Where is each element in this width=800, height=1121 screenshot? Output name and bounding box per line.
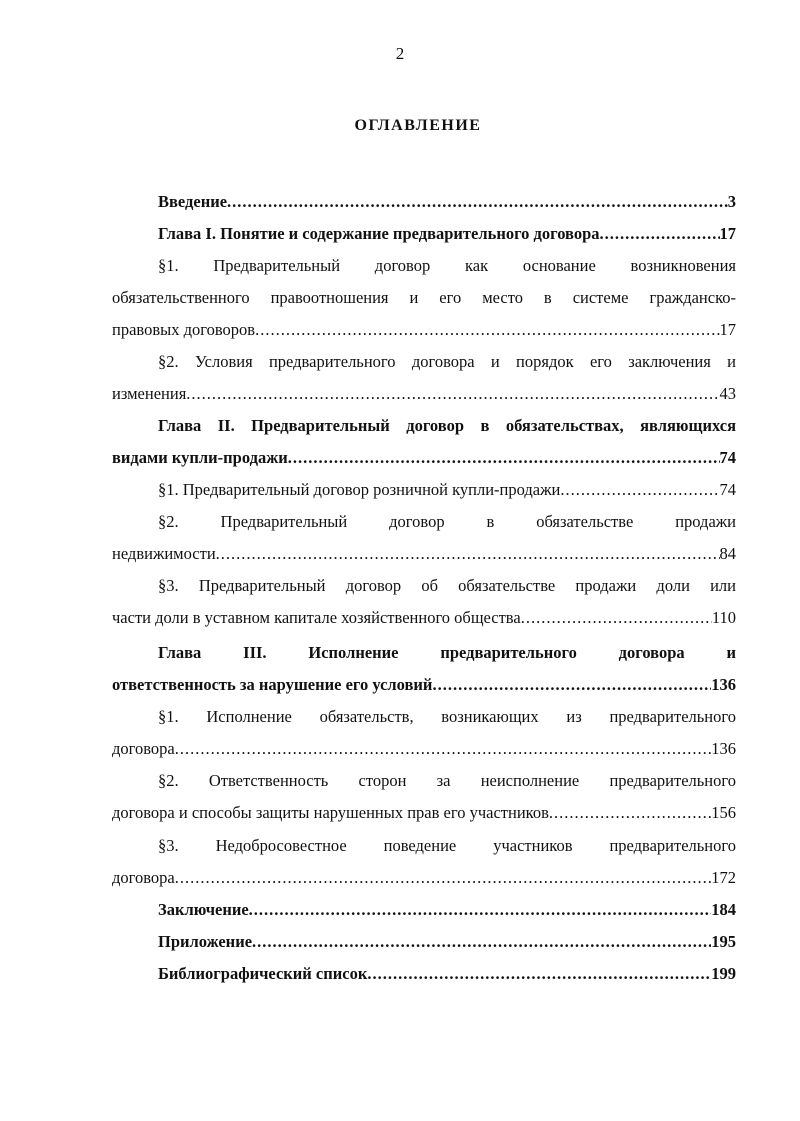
toc-entry-title: Заключение: [158, 900, 249, 919]
toc-entry-ch2-sec3-line1: §3. Предварительный договор об обязательстве продажи доли или: [158, 576, 736, 595]
dot-leader: [186, 382, 719, 406]
toc-entry-chapter-2-line2: [112, 446, 736, 470]
page-number: 2: [395, 44, 405, 63]
dot-leader: [175, 866, 711, 890]
toc-entry-ch1-sec1-line2: обязательственного правоотношения и его место в системе гражданско-: [112, 288, 736, 307]
dot-leader: [367, 962, 711, 986]
toc-entry-title: Приложение: [158, 932, 253, 951]
toc-entry-chapter-2-line1: Глава II. Предварительный договор в обязательствах, являющихся: [158, 416, 736, 435]
toc-entry-page: 195: [711, 932, 736, 951]
toc-entry-title: видами купли-продажи: [112, 448, 288, 467]
toc-entry-title: договора и способы защиты нарушенных прав его участников: [112, 803, 549, 822]
dot-leader: [549, 801, 711, 825]
toc-entry-ch1-sec1-line1: §1. Предварительный договор как основание возникновения: [158, 256, 736, 275]
toc-entry-conclusion: [112, 898, 736, 922]
toc-entry-ch3-sec3-line1: §3. Недобросовестное поведение участников предварительного: [158, 836, 736, 855]
toc-entry-ch3-sec2-line1: §2. Ответственность сторон за неисполнение предварительного: [158, 771, 736, 790]
toc-entry-chapter-3-line1: Глава III. Исполнение предварительного договора и: [158, 643, 736, 662]
toc-heading: ОГЛАВЛЕНИЕ: [354, 117, 482, 134]
dot-leader: [288, 446, 720, 470]
dot-leader: [521, 606, 712, 630]
toc-entry-page: 74: [719, 480, 736, 499]
dot-leader: [255, 318, 719, 342]
toc-entry-page: 136: [711, 739, 736, 758]
dot-leader: [560, 478, 719, 502]
toc-entry-title: недвижимости: [112, 544, 216, 563]
dot-leader: [249, 898, 712, 922]
toc-entry-title: Глава I. Понятие и содержание предварительного договора: [158, 224, 600, 243]
toc-entry-ch1-sec1-line3: [112, 318, 736, 342]
toc-entry-page: 199: [711, 964, 736, 983]
toc-entry-page: 156: [711, 803, 736, 822]
toc-entry-page: 136: [711, 675, 736, 694]
dot-leader: [227, 190, 728, 214]
toc-entry-title: договора: [112, 868, 175, 887]
toc-entry-ch2-sec2-line1: §2. Предварительный договор в обязательстве продажи: [158, 512, 736, 531]
toc-entry-page: 74: [719, 448, 736, 467]
toc-entry-title: правовых договоров: [112, 320, 256, 339]
toc-entry-page: 17: [719, 224, 736, 243]
toc-entry-ch3-sec1-line1: §1. Исполнение обязательств, возникающих из предварительного: [158, 707, 736, 726]
toc-entry-page: 43: [719, 384, 736, 403]
dot-leader: [432, 673, 711, 697]
toc-entry-title: изменения: [112, 384, 187, 403]
toc-entry-ch2-sec2-line2: [112, 542, 736, 566]
toc-entry-title: ответственность за нарушение его условий: [112, 675, 433, 694]
toc-entry-chapter-3-line2: [112, 673, 736, 697]
dot-leader: [600, 222, 720, 246]
toc-entry-title: договора: [112, 739, 175, 758]
dot-leader: [216, 542, 720, 566]
dot-leader: [175, 737, 711, 761]
toc-entry-ch3-sec2-line2: [112, 801, 736, 825]
toc-entry-page: 3: [727, 192, 736, 211]
toc-entry-ch1-sec2-line1: §2. Условия предварительного договора и порядок его заключения и: [158, 352, 736, 371]
toc-entry-ch2-sec1: [112, 478, 736, 502]
toc-entry-page: 110: [711, 608, 736, 627]
toc-entry-bibliography: [112, 962, 736, 986]
toc-entry-page: 17: [719, 320, 736, 339]
toc-entry-page: 172: [711, 868, 736, 887]
dot-leader: [252, 930, 711, 954]
toc-entry-title: Введение: [158, 192, 228, 211]
toc-entry-page: 184: [711, 900, 736, 919]
toc-entry-title: §1. Предварительный договор розничной купли-продажи: [158, 480, 561, 499]
toc-entry-title: части доли в уставном капитале хозяйственного общества: [112, 608, 521, 627]
toc-entry-title: Библиографический список: [158, 964, 368, 983]
toc-entry-ch3-sec3-line2: [112, 866, 736, 890]
toc-entry-appendix: [112, 930, 736, 954]
toc-entry-ch3-sec1-line2: [112, 737, 736, 761]
toc-entry-chapter-1: [112, 222, 736, 246]
toc-entry-ch1-sec2-line2: [112, 382, 736, 406]
toc-entry-ch2-sec3-line2: [112, 606, 736, 630]
toc-entry-introduction: [112, 190, 736, 214]
toc-entry-page: 84: [719, 544, 736, 563]
